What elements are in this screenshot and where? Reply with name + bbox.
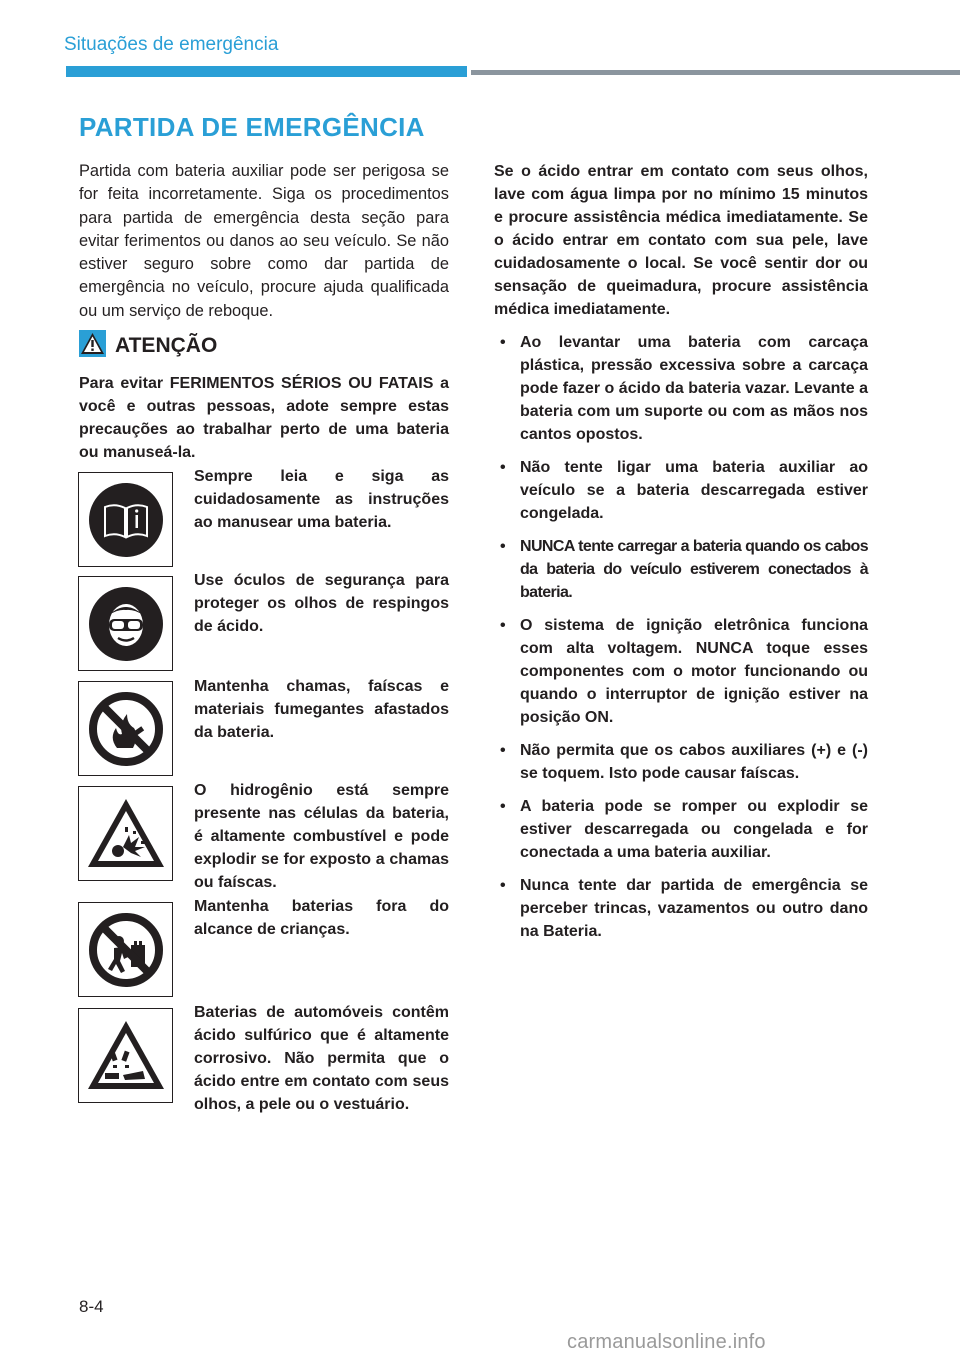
corrosive-acid-icon: [78, 1008, 173, 1103]
pictogram-text-goggles: Use óculos de segurança para proteger os olhos de respingos de ácido.: [194, 572, 449, 635]
precautions-list: [494, 331, 868, 943]
list-item: [494, 331, 868, 446]
list-item-text: Ao levantar uma bateria com carcaça plástica, pressão excessiva sobre a carcaça pode fazer o ácido da bateria vazar. Levante a bateria com um suporte ou com as mãos nos cantos opostos.: [520, 334, 868, 443]
watermark: carmanualsonline.info: [567, 1331, 766, 1353]
list-item: [494, 795, 868, 864]
acid-contact-paragraph: Se o ácido entrar em contato com seus olhos, lave com água limpa por no mínimo 15 minutos e procure assistência médica imediatamente. Se o ácido entrar em contato com sua pele, lave cuidadosamente o local. Se você sentir dor ou sensação de queimadura, procure assistência médica imediatamente.: [494, 163, 868, 318]
list-item: [494, 874, 868, 943]
header-title: Situações de emergência: [64, 34, 279, 55]
list-item-text: O sistema de ignição eletrônica funciona com alta voltagem. NUNCA toque esses componentes com o motor funcionando ou quando o interruptor de ignição estiver na posição ON.: [520, 617, 868, 726]
warning-lead-text: Para evitar FERIMENTOS SÉRIOS OU FATAIS a você e outras pessoas, adote sempre estas precauções ao trabalhar perto de uma bateria ou manuseá-la.: [79, 375, 449, 461]
list-item: [494, 535, 868, 604]
explosion-warning-icon: [78, 786, 173, 881]
section-title: PARTIDA DE EMERGÊNCIA: [79, 112, 425, 142]
list-item-text: Nunca tente dar partida de emergência se perceber trincas, vazamentos ou outro dano na Bateria.: [520, 877, 868, 940]
bullet-point: •: [500, 742, 506, 759]
warning-triangle-icon: [79, 330, 106, 357]
page-number: 8-4: [79, 1297, 104, 1316]
intro-paragraph: Partida com bateria auxiliar pode ser perigosa se for feita incorretamente. Siga os procedimentos para partida de emergência desta seção para evitar ferimentos ou danos ao seu veículo. Se não estiver seguro sobre como dar partida de emergência no veículo, procure ajuda qualificada ou um serviço de reboque.: [79, 162, 449, 320]
pictogram-text-children: Mantenha baterias fora do alcance de crianças.: [194, 898, 449, 938]
warning-label: ATENÇÃO: [115, 334, 218, 357]
no-flames-icon: [78, 681, 173, 776]
bullet-point: •: [500, 798, 506, 815]
pictogram-text-hydrogen: O hidrogênio está sempre presente nas células da bateria, é altamente combustível e pode explodir se for exposto a chamas ou faíscas.: [194, 782, 449, 891]
pictogram-text-flames: Mantenha chamas, faíscas e materiais fumegantes afastados da bateria.: [194, 678, 449, 741]
list-item-text: Não permita que os cabos auxiliares (+) e (-) se toquem. Isto pode causar faíscas.: [520, 742, 868, 782]
keep-children-away-icon: [78, 902, 173, 997]
bullet-point: •: [500, 538, 506, 555]
list-item-text: A bateria pode se romper ou explodir se estiver descarregada ou congelada e for conectada a uma bateria auxiliar.: [520, 798, 868, 861]
header-rule-gray: [471, 70, 960, 75]
bullet-point: •: [500, 617, 506, 634]
manual-book-icon: [78, 472, 173, 567]
bullet-point: •: [500, 459, 506, 476]
bullet-point: •: [500, 334, 506, 351]
safety-goggles-icon: [78, 576, 173, 671]
header-rule-blue: [66, 66, 467, 77]
list-item: [494, 614, 868, 729]
list-item: [494, 456, 868, 525]
right-column: [494, 160, 868, 953]
pictogram-text-corrosive: Baterias de automóveis contêm ácido sulfúrico que é altamente corrosivo. Não permita que o ácido entre em contato com seus olhos, a pele ou o vestuário.: [194, 1004, 449, 1113]
list-item-text: Não tente ligar uma bateria auxiliar ao veículo se a bateria descarregada estiver congelada.: [520, 459, 868, 522]
pictogram-text-manual: Sempre leia e siga as cuidadosamente as instruções ao manusear uma bateria.: [194, 468, 449, 531]
bullet-point: •: [500, 877, 506, 894]
list-item-text: NUNCA tente carregar a bateria quando os cabos da bateria do veículo estiverem conectados à bateria.: [520, 538, 868, 601]
list-item: [494, 739, 868, 785]
